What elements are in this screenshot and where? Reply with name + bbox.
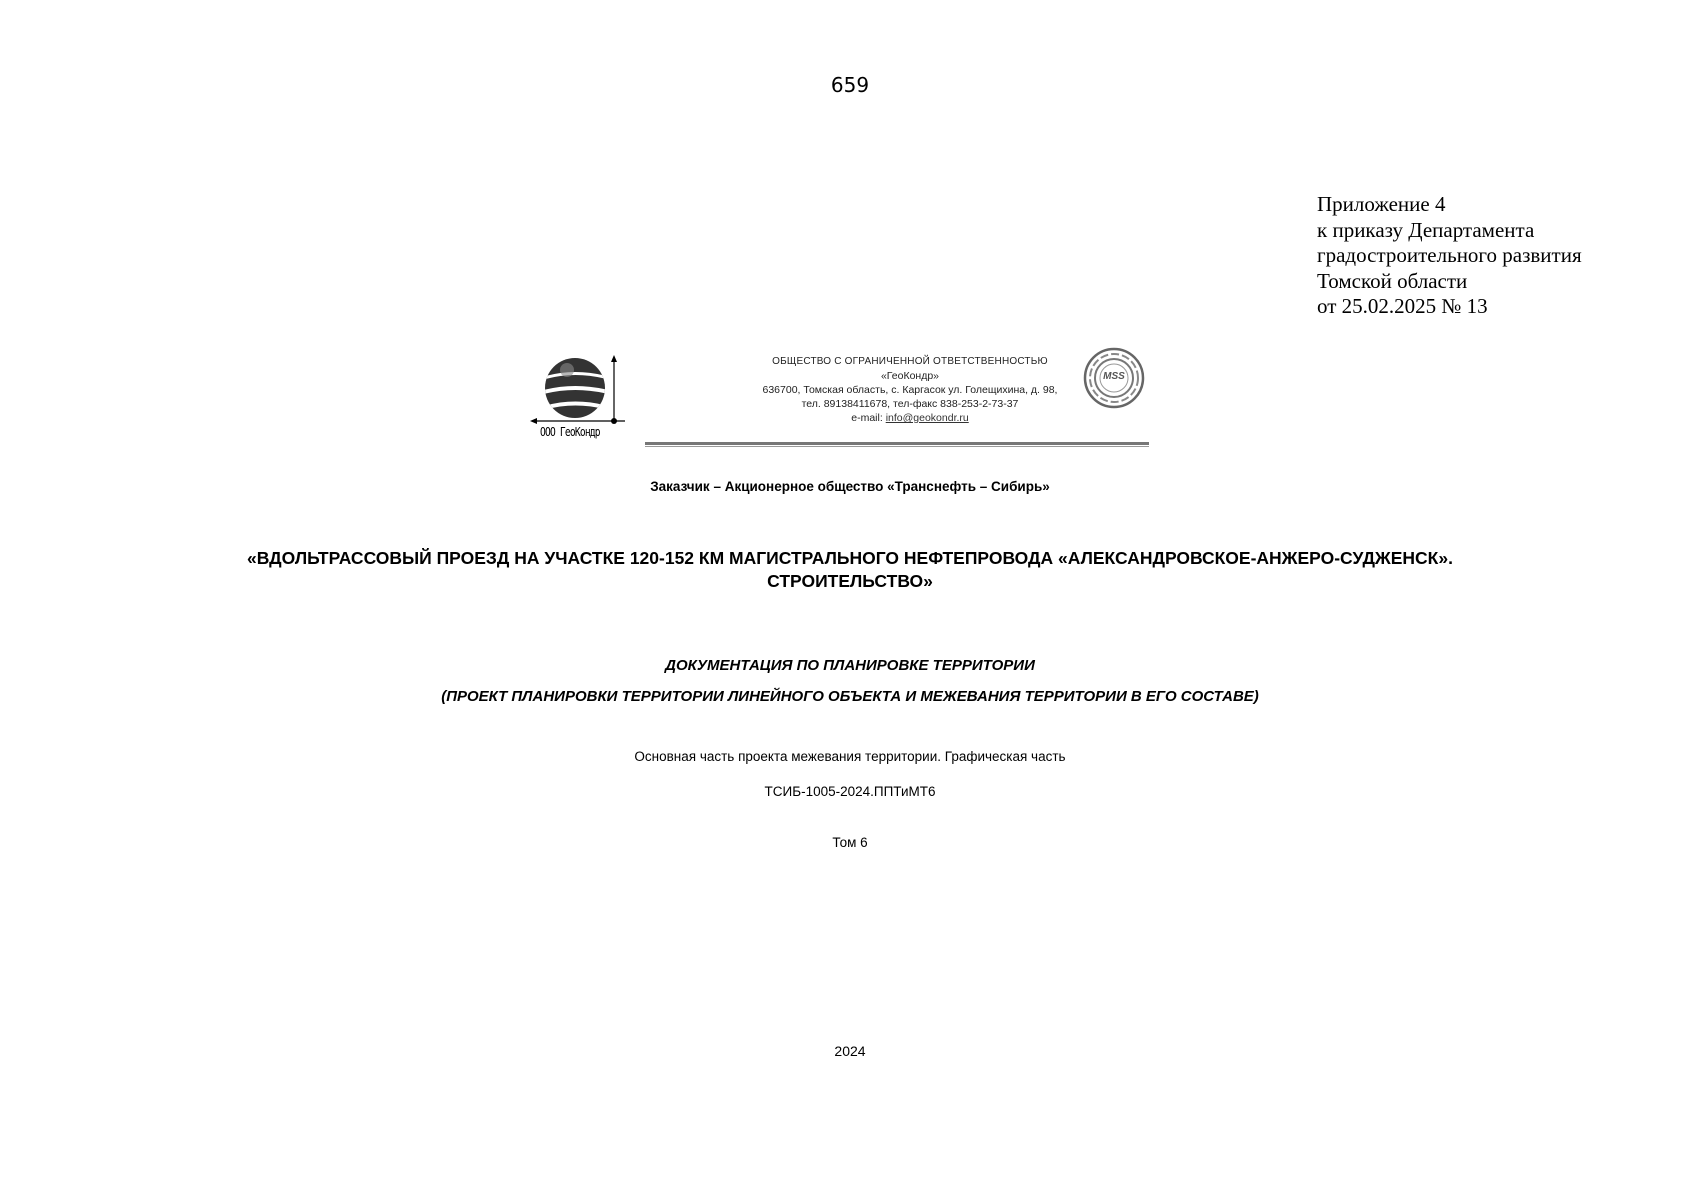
- customer-line: Заказчик – Акционерное общество «Транснефть – Сибирь»: [650, 479, 1050, 494]
- email-link[interactable]: info@geokondr.ru: [885, 412, 969, 424]
- project-title-line: СТРОИТЕЛЬСТВО»: [767, 571, 933, 591]
- document-subtitle: (ПРОЕКТ ПЛАНИРОВКИ ТЕРРИТОРИИ ЛИНЕЙНОГО ОБЪЕКТА И МЕЖЕВАНИЯ ТЕРРИТОРИИ В ЕГО СОСТАВЕ): [441, 688, 1259, 705]
- logo-text: ООО ГеоКондр: [540, 425, 600, 439]
- appendix-line: градостроительного развития: [1317, 243, 1582, 267]
- company-email-line: [650, 411, 1170, 425]
- appendix-line: к приказу Департамента: [1317, 217, 1535, 242]
- project-title-line: «ВДОЛЬТРАССОВЫЙ ПРОЕЗД НА УЧАСТКЕ 120-152 КМ МАГИСТРАЛЬНОГО НЕФТЕПРОВОДА «АЛЕКСАНДРОВСКОЕ-АНЖЕРО-СУДЖЕНСК».: [247, 548, 1453, 568]
- page-number: 659: [830, 73, 870, 97]
- document-code: ТСИБ-1005-2024.ППТиМТ6: [764, 784, 936, 799]
- appendix-line: Томской области: [1317, 268, 1468, 293]
- appendix-block: [1317, 192, 1582, 320]
- volume-label: Том 6: [832, 835, 868, 850]
- company-address: 636700, Томская область, с. Каргасок ул. Голещихина, д. 98,: [762, 384, 1058, 396]
- header-divider: [645, 442, 1149, 447]
- company-logo: [530, 355, 632, 445]
- document-title: ДОКУМЕНТАЦИЯ ПО ПЛАНИРОВКЕ ТЕРРИТОРИИ: [665, 657, 1035, 674]
- company-name: «ГеоКондр»: [880, 370, 940, 382]
- company-phones: тел. 89138411678, тел-факс 838-253-2-73-37: [801, 398, 1019, 410]
- email-label: e-mail:: [851, 412, 886, 424]
- certification-logo: [1083, 347, 1145, 409]
- company-form: ОБЩЕСТВО С ОГРАНИЧЕННОЙ ОТВЕТСТВЕННОСТЬЮ: [772, 356, 1048, 367]
- document-year: 2024: [834, 1043, 866, 1059]
- document-part: Основная часть проекта межевания территории. Графическая часть: [634, 749, 1066, 764]
- seal-text: MSS: [1103, 371, 1125, 382]
- project-title: [150, 547, 1550, 593]
- appendix-line: от 25.02.2025 № 13: [1317, 294, 1488, 318]
- appendix-line: Приложение 4: [1317, 192, 1446, 216]
